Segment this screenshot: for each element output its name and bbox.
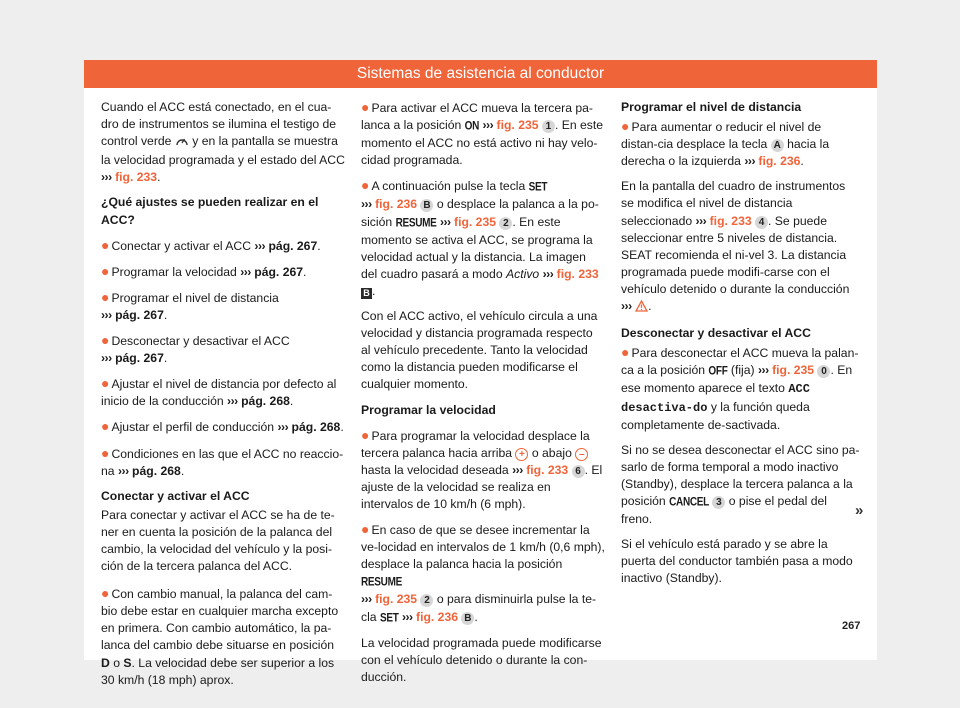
section-heading-speed: Programar la velocidad [361,402,496,417]
fig-ref[interactable]: fig. 235 [496,118,539,133]
callout-2: 2 [420,594,433,607]
bullet-icon: ● [101,444,110,461]
fig-ref[interactable]: fig. 235 [454,214,497,229]
list-item: ● A continuación pulse la tecla SET ››› fig. 236 B o desplace la palanca a la po-sición RESUME ››› fig. 235 2 . En este momento se activa el ACC, se programa la velocidad actual y la distancia. La imagen del cuadro pasará a modo Activo ››› fig. 233 B . [361,177,599,298]
page-link[interactable]: pág. 268 [132,463,181,478]
bullet-icon: ● [621,344,630,361]
callout-3: 3 [712,496,725,509]
key-cancel: CANCEL [669,495,709,510]
callout-b-square: B [361,288,372,299]
page-link[interactable]: pág. 267 [115,351,164,366]
callout-2: 2 [499,217,512,230]
section-heading-off: Desconectar y desactivar el ACC [621,326,811,341]
column-2 [361,99,605,694]
bullet-icon: ● [101,332,110,349]
question-heading: ¿Qué ajustes se pueden realizar en el ACC? [101,195,319,227]
list-item: ● Para desconectar el ACC mueva la palan-ca a la posición OFF (fija) ››› fig. 235 0 . En ese momento aparece el texto ACC desactiva-do y la función queda completamente de-sactivada. [621,344,859,432]
key-set: SET [528,181,548,195]
callout-4: 4 [755,216,768,229]
fig-ref[interactable]: fig. 233 [526,462,569,477]
list-item: ● Programar el nivel de distancia ››› pág. 267. [101,288,279,322]
bullet-icon: ● [101,375,110,392]
section-heading-activate: Conectar y activar el ACC [101,488,250,503]
fig-ref[interactable]: fig. 235 [375,592,418,607]
bullet-icon: ● [101,585,110,602]
list-item: ● Programar la velocidad ››› pág. 267. [101,262,307,279]
page-link[interactable]: pág. 267 [115,307,164,322]
list-item: ● Para aumentar o reducir el nivel de distan-cia desplace la tecla A hacia la derecha o la izquierda ››› fig. 236. [621,118,830,169]
section-heading-distance: Programar el nivel de distancia [621,100,802,114]
key-resume: RESUME [361,576,402,590]
distance-paragraph: En la pantalla del cuadro de instrumentos se modifica el nivel de distancia seleccionado ››› fig. 233 4 . Se puede seleccionar entre 5 niveles de distancia. SEAT recomienda el ni-vel 3. La distancia programada puede modifi-carse con el vehículo detenido o durante la conducción ››› . [621,178,861,317]
display-text: ACC desactiva-do [621,382,810,415]
section-header: Sistemas de asistencia al conductor [84,60,877,88]
key-on: ON [464,119,480,134]
key-resume: RESUME [395,216,437,230]
key-set: SET [379,611,399,625]
fig-ref[interactable]: fig. 235 [772,363,815,378]
fig-ref[interactable]: fig. 236 [375,197,418,212]
modify-paragraph: La velocidad programada puede modificarse con el vehículo detenido o durante la con-ducción. [361,635,602,684]
column-1 [101,99,345,697]
stop-paragraph: Si el vehículo está parado y se abre la puerta del conductor también pasa a modo inactivo (Standby). [621,537,853,586]
list-item: ● Desconectar y desactivar el ACC ››› pág. 267. [101,332,290,366]
callout-6: 6 [572,465,585,478]
callout-a: A [771,139,784,152]
fig-ref[interactable]: fig. 233 [709,213,752,228]
list-item: ● Conectar y activar el ACC ››› pág. 267. [101,236,321,253]
page-link[interactable]: pág. 268 [291,420,341,435]
list-item: ● Para activar el ACC mueva la tercera pa-lanca a la posición ON ››› fig. 235 1 . En este momento el ACC no está activo ni hay velo-cidad programada. [361,99,604,168]
fig-ref[interactable]: fig. 236 [416,609,459,624]
fig-ref[interactable]: fig. 236 [758,154,801,169]
bullet-icon: ● [361,177,370,194]
callout-b: B [420,199,433,212]
bullet-icon: ● [361,99,370,115]
warning-icon [635,300,648,317]
bullet-icon: ● [361,426,370,443]
callout-1: 1 [542,120,555,133]
bullet-icon: ● [101,262,110,279]
list-item: ● Condiciones en las que el ACC no reaccio-na ››› pág. 268. [101,444,344,478]
bullet-icon: ● [101,418,110,435]
column-3 [621,99,864,595]
list-item: ● Para programar la velocidad desplace la tercera palanca hacia arriba + o abajo – hasta la velocidad deseada ››› fig. 233 6 . El ajuste de la velocidad se realiza en intervalos de 10 km/h (6 mph). [361,426,603,511]
list-item: ● Ajustar el perfil de conducción ››› pág. 268. [101,418,344,435]
list-item: ● En caso de que se desee incrementar la ve-locidad en intervalos de 1 km/h (0,6 mph), desplace la palanca hacia la posición RESUME ››› fig. 235 2 o para disminuirla pulse la te-cla SET ››› fig. 236 B . [361,521,605,627]
continue-marker: » [855,502,864,519]
bullet-icon: ● [101,288,110,305]
list-item: ● Ajustar el nivel de distancia por defecto al inicio de la conducción ››› pág. 268. [101,375,337,409]
activate-paragraph: Para conectar y activar el ACC se ha de te-ner en cuenta la posición de la palanca del cambio, la velocidad del vehículo y la posi-ción de la tercera palanca del ACC. [101,507,335,574]
standby-paragraph: Si no se desea desconectar el ACC sino pa-sarlo de forma temporal a modo inactivo (Standby), desplace la tercera palanca a la posición CANCEL 3 o pise el pedal del freno. [621,442,860,527]
plus-icon: + [515,448,528,461]
bullet-icon: ● [361,521,370,538]
intro-paragraph: Cuando el ACC está conectado, en el cua-dro de instrumentos se ilumina el testigo de control verde y en la pantalla se muestra la velocidad programada y el estado del ACC ››› fig. 233. [101,100,345,185]
fig-ref[interactable]: fig. 233 [115,170,158,185]
bullet-icon: ● [101,236,110,253]
fig-ref[interactable]: fig. 233 [556,266,599,281]
minus-icon: – [575,448,588,461]
page-number: 267 [842,620,861,632]
active-paragraph: Con el ACC activo, el vehículo circula a una velocidad y distancia programada respecto al vehículo precedente. Tanto la velocidad como la distancia pueden modificarse el cualquier momento. [361,309,598,392]
page-link[interactable]: pág. 267 [254,264,304,279]
bullet-icon: ● [621,118,630,135]
callout-b: B [461,612,474,625]
page-link[interactable]: pág. 267 [268,238,318,253]
callout-0: 0 [817,365,830,378]
acc-gauge-icon [175,135,189,152]
key-off: OFF [708,365,728,379]
list-item: ● Con cambio manual, la palanca del cam-bio debe estar en cualquier marcha excepto en primera. Con cambio automático, la pa-lanca del cambio debe situarse en posición D o S. La velocidad debe ser superior a los 30 km/h (18 mph) aprox. [101,585,339,687]
page-link[interactable]: pág. 268 [241,394,290,409]
